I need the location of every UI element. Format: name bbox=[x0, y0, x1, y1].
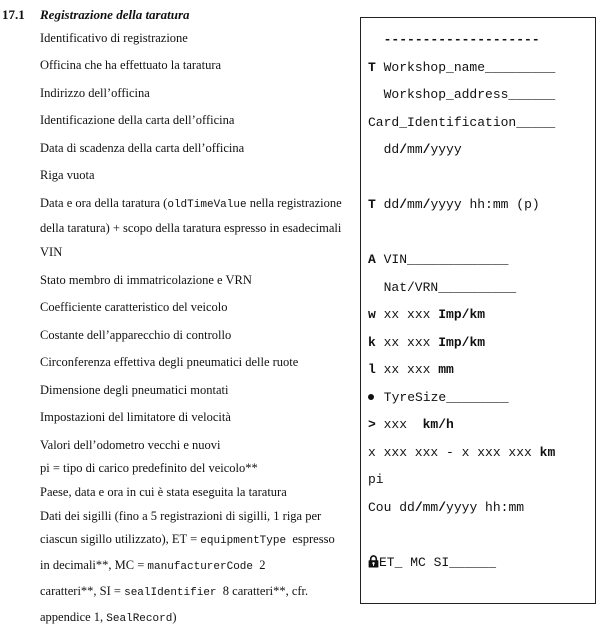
text-segment: xx xxx bbox=[375, 362, 439, 377]
text-segment: 2 bbox=[253, 558, 266, 573]
printout-line bbox=[368, 136, 595, 164]
printout-line bbox=[368, 411, 595, 439]
printout-line bbox=[368, 439, 595, 467]
text-segment: dd bbox=[368, 142, 400, 157]
inline-code: manufacturerCode bbox=[147, 561, 254, 574]
text-segment: Nat/VRN__________ bbox=[368, 279, 517, 295]
text-segment: / bbox=[438, 499, 447, 515]
description-line bbox=[40, 324, 358, 348]
text-segment: T bbox=[368, 197, 376, 212]
text-segment: / bbox=[422, 197, 431, 212]
printout-line bbox=[368, 549, 595, 577]
printout-line bbox=[368, 384, 595, 412]
description-line bbox=[40, 505, 358, 529]
description-column bbox=[0, 3, 358, 631]
text-segment: Officina che ha effettuato la taratura bbox=[40, 58, 222, 73]
section-title: Registrazione della taratura bbox=[40, 7, 190, 22]
description-line bbox=[40, 351, 358, 375]
text-segment: mm bbox=[407, 197, 423, 212]
text-segment: Stato membro di immatricolazione e VRN bbox=[40, 272, 252, 287]
text-segment: Impostazioni del limitatore di velocità bbox=[40, 410, 231, 425]
description-line bbox=[40, 406, 358, 430]
description-line bbox=[40, 528, 358, 554]
inline-code: equipmentType bbox=[200, 535, 287, 548]
text-segment: nella registrazione bbox=[246, 195, 342, 210]
text-segment: mm bbox=[438, 362, 454, 377]
text-segment: w bbox=[368, 307, 376, 322]
printout-line bbox=[368, 219, 595, 247]
text-segment: Costante dell’apparecchio di controllo bbox=[40, 327, 232, 342]
text-segment: Valori dell’odometro vecchi e nuovi bbox=[40, 437, 221, 452]
text-segment: Dimensione degli pneumatici montati bbox=[40, 382, 229, 397]
inline-code: oldTimeValue bbox=[167, 198, 247, 211]
text-segment: x xxx xxx - x xxx xxx bbox=[368, 444, 540, 460]
text-segment: Data e ora della taratura ( bbox=[40, 195, 168, 210]
text-segment: Card_Identification_____ bbox=[368, 114, 556, 130]
text-segment: in decimali**, MC = bbox=[40, 558, 148, 573]
text-segment: Coefficiente caratteristico del veicolo bbox=[40, 300, 228, 315]
text-segment: Circonferenza effettiva degli pneumatici delle ruote bbox=[40, 355, 299, 370]
text-segment: xxx bbox=[375, 417, 423, 432]
description-line bbox=[40, 192, 358, 218]
description-line bbox=[40, 580, 358, 606]
text-segment: km/h bbox=[422, 417, 454, 432]
seal-icon bbox=[368, 549, 379, 577]
description-line bbox=[40, 481, 358, 505]
printout-box bbox=[360, 17, 596, 604]
text-segment: caratteri**, SI = bbox=[40, 583, 125, 598]
printout-line bbox=[368, 466, 595, 494]
text-segment: > bbox=[368, 417, 376, 432]
text-segment: Riga vuota bbox=[40, 168, 95, 183]
text-segment: ) bbox=[172, 609, 177, 624]
text-segment: -------------------- bbox=[383, 32, 540, 47]
description-line bbox=[40, 109, 358, 133]
description-line bbox=[40, 217, 358, 241]
description-line bbox=[40, 164, 358, 188]
printout-line bbox=[368, 521, 595, 549]
description-list bbox=[0, 27, 358, 631]
text-segment: Data di scadenza della carta dell’officina bbox=[40, 140, 245, 155]
description-line bbox=[40, 434, 358, 458]
text-segment: appendice 1, bbox=[40, 609, 107, 624]
printout-line bbox=[368, 301, 595, 329]
text-segment: Paese, data e ora in cui è stata eseguita la taratura bbox=[40, 485, 287, 500]
inline-code: SealRecord bbox=[106, 612, 173, 625]
description-line bbox=[40, 137, 358, 161]
printout-line bbox=[368, 109, 595, 137]
text-segment: Identificativo di registrazione bbox=[40, 30, 188, 45]
text-segment: Indirizzo dell’officina bbox=[40, 85, 150, 100]
description-line bbox=[40, 457, 358, 481]
inline-code: sealIdentifier bbox=[124, 586, 217, 599]
section-heading bbox=[0, 3, 358, 27]
text-segment: xx xxx bbox=[375, 307, 439, 322]
text-segment: dd bbox=[375, 197, 400, 212]
text-segment: mm bbox=[407, 142, 423, 157]
description-line bbox=[40, 379, 358, 403]
text-segment: della taratura) + scopo della taratura espresso in esadecimali bbox=[40, 221, 342, 236]
description-line bbox=[40, 269, 358, 293]
printout-line bbox=[368, 164, 595, 192]
text-segment: T bbox=[368, 59, 376, 75]
text-segment: / bbox=[399, 197, 408, 212]
text-segment: 8 caratteri**, cfr. bbox=[216, 583, 309, 598]
description-line bbox=[40, 241, 358, 265]
tyre-icon bbox=[368, 394, 374, 400]
printout-line bbox=[368, 191, 595, 219]
text-segment: espresso bbox=[286, 532, 335, 547]
text-segment: xx xxx bbox=[375, 334, 439, 350]
text-segment: VIN_____________ bbox=[375, 252, 509, 267]
text-segment bbox=[368, 32, 384, 47]
text-segment: / bbox=[422, 142, 431, 157]
text-segment: Imp/km bbox=[438, 307, 486, 322]
printout-line bbox=[368, 274, 595, 302]
text-segment: l bbox=[368, 362, 376, 377]
text-segment: VIN bbox=[40, 245, 63, 260]
printout-lines bbox=[368, 26, 595, 576]
text-segment: pi bbox=[368, 472, 384, 487]
text-segment: pi = tipo di carico predefinito del veicolo** bbox=[40, 461, 258, 476]
text-segment: / bbox=[399, 142, 408, 157]
printout-line bbox=[368, 54, 595, 82]
description-line bbox=[40, 296, 358, 320]
text-segment: ciascun sigillo utilizzato), ET = bbox=[40, 532, 201, 547]
printout-line bbox=[368, 246, 595, 274]
text-segment: yyyy bbox=[430, 142, 462, 157]
printout-line bbox=[368, 81, 595, 109]
printout-line bbox=[368, 329, 595, 357]
text-segment: Dati dei sigilli (fino a 5 registrazioni di sigilli, 1 riga per bbox=[40, 508, 322, 523]
text-segment: km bbox=[539, 444, 556, 460]
text-segment: yyyy hh:mm bbox=[446, 499, 525, 515]
description-line bbox=[40, 82, 358, 106]
printout-line bbox=[368, 356, 595, 384]
text-segment: A bbox=[368, 252, 376, 267]
text-segment: mm bbox=[422, 499, 439, 515]
text-segment: Workshop_name_________ bbox=[375, 59, 556, 75]
text-segment: k bbox=[368, 334, 376, 350]
description-line bbox=[40, 54, 358, 78]
text-segment: ET_ MC SI______ bbox=[379, 554, 497, 570]
description-line bbox=[40, 606, 358, 631]
text-segment: Identificazione della carta dell’officina bbox=[40, 113, 235, 128]
section-number: 17.1 bbox=[2, 7, 25, 22]
description-line bbox=[40, 27, 358, 51]
text-segment: TyreSize________ bbox=[376, 389, 509, 405]
printout-line bbox=[368, 26, 595, 54]
description-line bbox=[40, 554, 358, 580]
text-segment: Imp/km bbox=[438, 334, 486, 350]
text-segment: / bbox=[414, 499, 423, 515]
printout-line bbox=[368, 494, 595, 522]
text-segment: Workshop_address______ bbox=[368, 87, 556, 102]
text-segment: yyyy hh:mm (p) bbox=[430, 197, 540, 212]
text-segment: Cou dd bbox=[368, 499, 415, 515]
